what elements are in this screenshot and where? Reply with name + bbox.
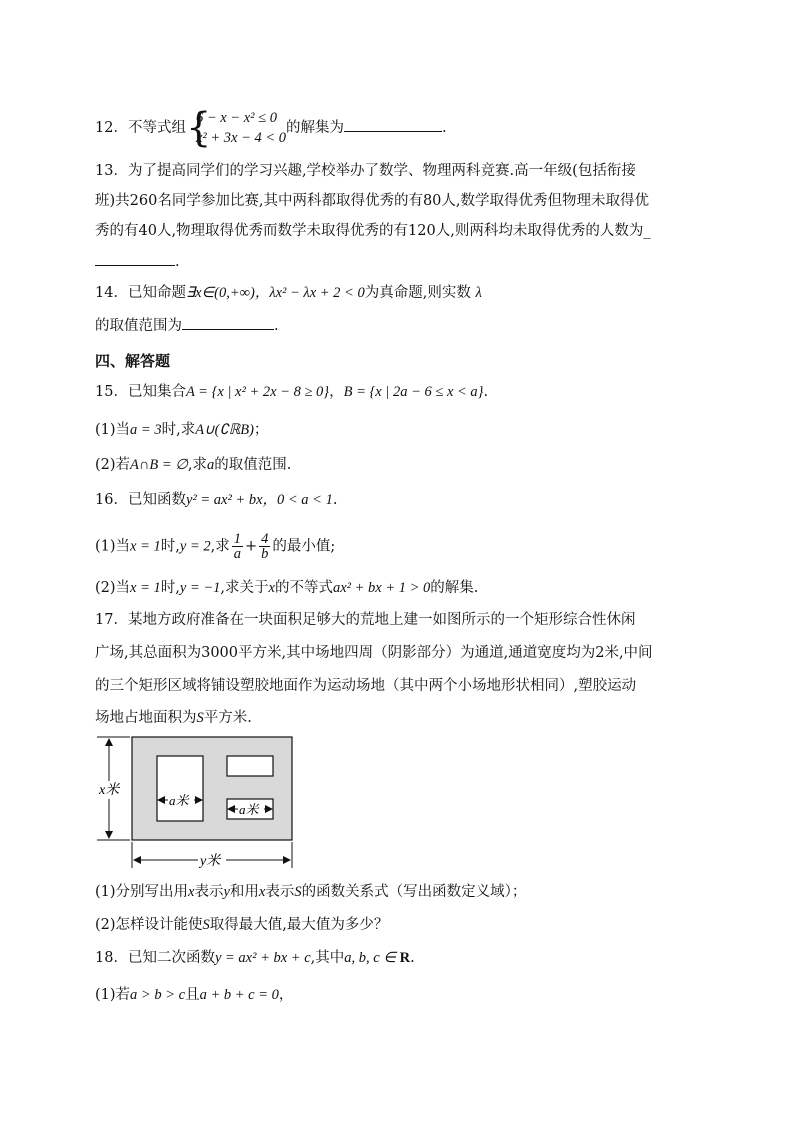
q14-end: . [274, 318, 279, 334]
q13-end: . [175, 254, 180, 270]
q14-range-text: 的取值范围为 [95, 318, 182, 334]
q15-p1-pre: (1)当 [95, 422, 131, 438]
q16-p2-ineq: ax² + bx + 1 > 0 [332, 580, 431, 596]
q18-mid: ,其中 [310, 950, 345, 966]
q16-number: 16．已知函数 [95, 492, 186, 508]
q17-line3: 的三个矩形区域将铺设塑胶地面作为运动场地（其中两个小场地形状相同）,塑胶运动 [95, 678, 637, 694]
q18-p1-mid: 且 [185, 987, 200, 1003]
q16-p2-mid3: 的不等式 [274, 580, 333, 596]
q13-line3: 秀的有40人,物理取得优秀而数学未取得优秀的有120人,则两科均未取得优秀的人数为_ [95, 223, 651, 239]
q17-p1-post: 的函数关系式（写出函数定义域）； [301, 884, 527, 900]
q14-expr: ∃x∈(0,+∞)，λx² − λx + 2 < 0 [185, 285, 365, 301]
q16-p1-pre: (1)当 [95, 538, 131, 555]
q15-p1-cond: a = 3 [130, 422, 162, 438]
q15-setB: B = {x | 2a − 6 ≤ x < a} [343, 384, 484, 400]
q15-number: 15．已知集合 [95, 384, 186, 400]
q17-p2-post: 取得最大值,最大值为多少？ [209, 917, 389, 933]
q18-part1 [95, 985, 293, 1005]
frac1-numerator: 1 [233, 531, 241, 547]
q15-p1-expr: A∪(∁ℝB) [195, 422, 254, 438]
q16-p2-pre: (2)当 [95, 580, 131, 596]
q17-p2-pre: (2)怎样设计能使 [95, 917, 203, 933]
q12-ineq2: x² + 3x − 4 < 0 [195, 130, 287, 146]
q12-suffix: 的解集为 [286, 120, 345, 136]
q17-p1-t1: 表示 [194, 884, 224, 900]
q12-ineq1: 6 − x − x² ≤ 0 [195, 110, 277, 126]
q15-sep: ， [329, 384, 344, 400]
q17-l4-post: 平方米. [203, 710, 252, 726]
q17-p1-pre: (1)分别写出用 [95, 884, 189, 900]
frac1-denominator: a [233, 546, 241, 562]
q16-end: . [332, 492, 338, 508]
q17-p1-v1: x [188, 884, 195, 900]
q15-p2-pre: (2)若 [95, 457, 131, 473]
q17-p1-t3: 表示 [265, 884, 295, 900]
q18-func: y = ax² + bx + c [214, 950, 311, 966]
q16-p2-cond2: y = −1 [179, 580, 221, 596]
q16-p1-mid1: 时, [160, 538, 180, 555]
q17-p1-t2: 和用 [229, 884, 259, 900]
q15-p1-end: ； [253, 422, 269, 438]
a1-label: a米 [169, 793, 189, 808]
q18-end: . [410, 950, 415, 966]
q12 [95, 105, 447, 151]
plaza-diagram [95, 735, 305, 870]
q15-p2-end: 的取值范围. [214, 457, 292, 473]
q18-vars: a, b, c ∈ [344, 950, 400, 966]
q16-func: y² = ax² + bx，0 < a < 1 [185, 492, 333, 508]
plaza-outer-rect [132, 737, 292, 840]
q15-line1 [95, 382, 488, 402]
q12-prefix: 不等式组 [127, 120, 186, 136]
q17-p1-v3: x [258, 884, 266, 900]
q16-part1 [95, 532, 335, 561]
small-field-top [227, 756, 273, 776]
q17-p1-v4: S [294, 884, 302, 900]
q16-p2-mid2: ,求关于 [220, 580, 269, 596]
q12-system [185, 105, 287, 151]
large-field [157, 756, 203, 821]
q18-line1 [95, 948, 415, 968]
q12-number: 12． [95, 120, 128, 136]
q15-part1 [95, 420, 268, 440]
q18-p1-end: ， [278, 987, 294, 1003]
fraction-4-over-b [259, 532, 270, 561]
q15-part2 [95, 455, 291, 475]
q17-l4-var: S [196, 710, 204, 726]
plus-sign: + [244, 538, 258, 555]
q15-p2-var: a [207, 457, 215, 473]
q14-line1 [95, 283, 482, 303]
section-heading: 四、解答题 [95, 352, 171, 370]
q17-l4-pre: 场地占地面积为 [95, 710, 197, 726]
q18-p1-cond2: a + b + c = 0 [199, 987, 279, 1003]
q18-number: 18．已知二次函数 [95, 950, 215, 966]
q15-setA: A = {x | x² + 2x − 8 ≥ 0} [185, 384, 330, 400]
q18-p1-pre: (1)若 [95, 987, 131, 1003]
q13-line2: 班)共260名同学参加比赛,其中两科都取得优秀的有80人,数学取得优秀但物理未取得优 [95, 193, 649, 209]
q16-p1-end: 的最小值; [272, 538, 336, 555]
q18-p1-cond1: a > b > c [130, 987, 186, 1003]
q16-p2-var: x [268, 580, 275, 596]
q17-line2: 广场,其总面积为3000平方米,其中场地四周（阴影部分）为通道,通道宽度均为2米,中间 [95, 645, 653, 661]
q16-p1-cond1: x = 1 [130, 538, 161, 555]
q17-line1: 17．某地方政府准备在一块面积足够大的荒地上建一如图所示的一个矩形综合性休闲 [95, 612, 636, 628]
fraction-1-over-a [232, 532, 243, 561]
frac2-denominator: b [261, 546, 269, 562]
q17-part2 [95, 915, 388, 935]
q13-answer-blank[interactable] [95, 251, 175, 266]
q14-number: 14．已知命题 [95, 285, 186, 301]
q17-p2-var: S [202, 917, 210, 933]
q16-line1 [95, 490, 337, 510]
q12-end: . [442, 120, 447, 136]
q16-part2 [95, 578, 478, 598]
q14-lambda: λ [475, 285, 482, 301]
q15-p2-expr: A∩B = ∅ [130, 457, 188, 473]
y-label: y米 [200, 854, 221, 869]
q15-p2-mid: ,求 [187, 457, 208, 473]
q16-p1-mid2: ,求 [210, 538, 230, 555]
q16-p1-cond2: y = 2 [179, 538, 211, 555]
x-label: x米 [99, 783, 120, 798]
a2-label: a米 [239, 802, 259, 817]
q14-answer-blank[interactable] [182, 315, 274, 330]
frac2-numerator: 4 [261, 531, 269, 547]
q16-p2-end: 的解集. [430, 580, 479, 596]
q18-real-set: R [399, 950, 411, 966]
q17-part1 [95, 882, 526, 902]
q17-p1-v2: y [223, 884, 230, 900]
q16-p2-mid1: 时, [160, 580, 180, 596]
q15-end: . [483, 384, 489, 400]
q13-line4 [95, 251, 180, 272]
q12-answer-blank[interactable] [344, 117, 442, 132]
q16-p2-cond1: x = 1 [130, 580, 161, 596]
q14-post: 为真命题,则实数 [364, 285, 471, 301]
q13-line1: 13．为了提高同学们的学习兴趣,学校举办了数学、物理两科竞赛.高一年级(包括衔接 [95, 163, 636, 179]
q17-line4 [95, 708, 252, 728]
q14-line2 [95, 315, 279, 336]
brace-glyph: { [185, 105, 212, 151]
q15-p1-mid: 时,求 [161, 422, 196, 438]
